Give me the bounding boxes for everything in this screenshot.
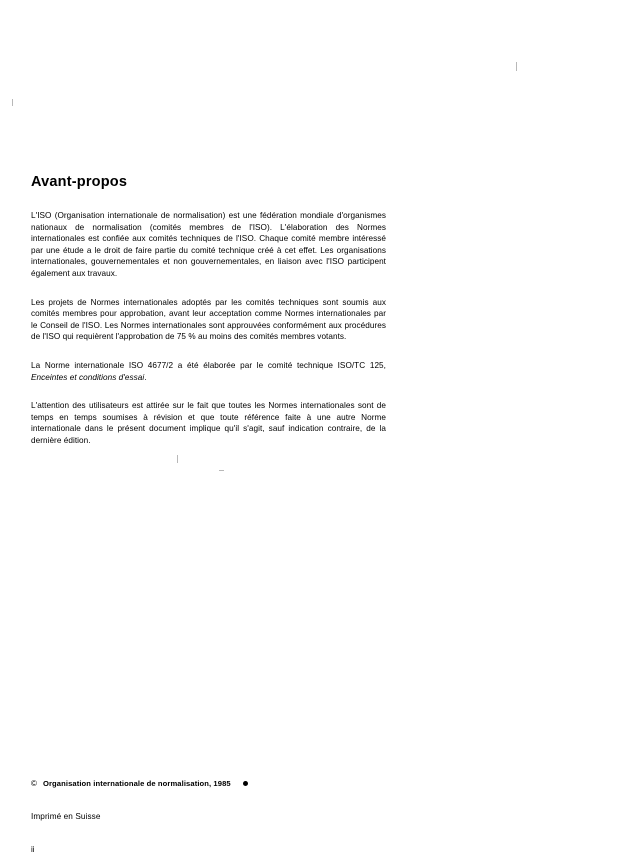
paragraph-1: L'ISO (Organisation internationale de normalisation) est une fédération mondiale d'organismes nationaux de normalisation (comités membres de l'ISO). L'élaboration des Normes internationales est confiée aux comités techniques de l'ISO. Chaque comité membre intéressé par une étude a le droit de faire partie du comité technique créé à cet effet. Les organisations internationales, gouvernementales et non gouvernementales, en liaison avec l'ISO participent également aux travaux. [31,211,386,278]
paragraph-standard-reference [31,360,386,383]
page-number: ii [31,845,35,854]
paragraph-2: Les projets de Normes internationales adoptés par les comités techniques sont soumis aux comités membres pour approbation, avant leur acceptation comme Normes internationales par le Conseil de l'ISO. Les Normes internationales sont approuvées conformément aux procédures de l'ISO qui requièrent l'approbation de 75 % au moins des comités membres votants. [31,297,386,342]
page-footer [31,779,431,821]
standard-ref-text-before: La Norme internationale ISO 4677/2 a été élaborée par le comité technique ISO/TC 125, [31,360,386,370]
page-speck [516,62,517,71]
page-speck [219,470,224,471]
foreword-section [31,174,386,447]
committee-title-italic: Enceintes et conditions d'essai [31,372,145,382]
paragraph-edition-notice: L'attention des utilisateurs est attirée sur le fait que toutes les Normes internationales sont de temps en temps soumises à révision et que toute référence faite à une autre Norme internationale dans le présent document implique qu'il s'agit, sauf indication contraire, de la dernière édition. [31,401,386,445]
page-title: Avant-propos [31,174,128,190]
copyright-icon: © [31,779,37,788]
page-speck [177,455,178,463]
printed-in-text: Imprimé en Suisse [31,812,101,821]
standard-ref-text-after: . [144,372,147,382]
copyright-text: Organisation internationale de normalisation, 1985 [43,779,231,788]
page-speck [12,99,13,106]
bullet-dot-icon [243,781,248,786]
copyright-line [31,779,431,788]
